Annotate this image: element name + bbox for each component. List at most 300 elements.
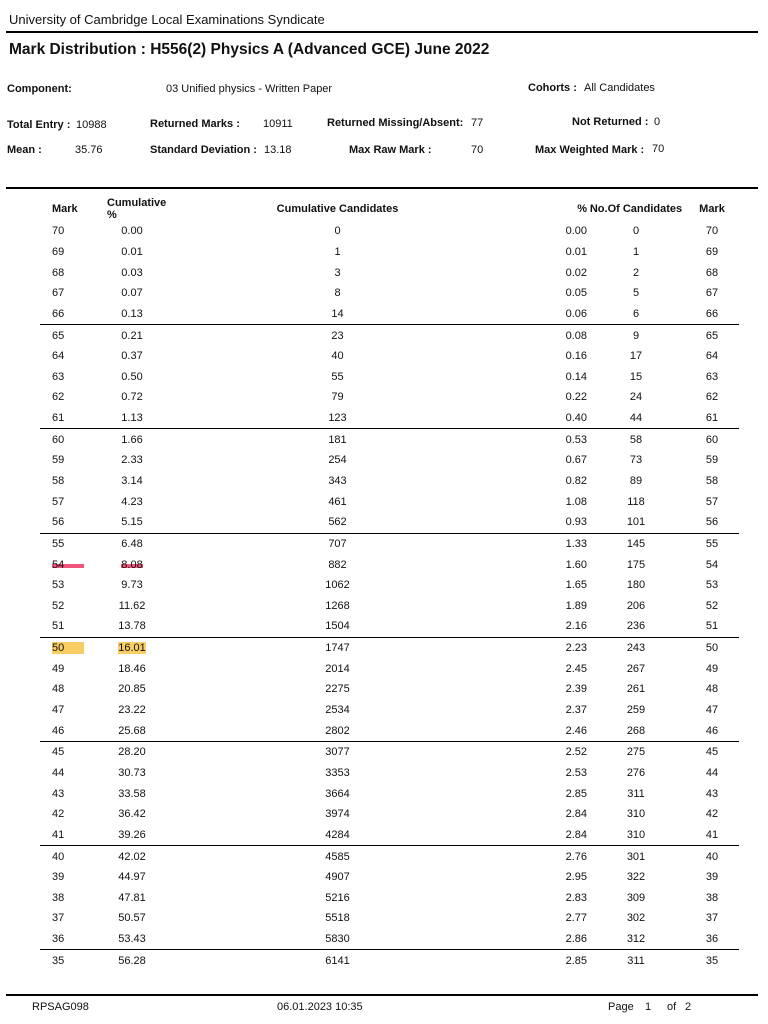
cell-number-of-candidates (587, 804, 685, 825)
cell-cumulative-candidates (172, 450, 503, 471)
cell-cumulative-candidates (172, 888, 503, 909)
cell-mark-right (685, 325, 739, 346)
organisation-name: University of Cambridge Local Examinations Syndicate (9, 12, 325, 27)
cell-percent-text: 0.00 (565, 225, 587, 238)
cell-percent-text: 2.84 (565, 828, 587, 841)
cell-cumulative-percent (92, 554, 172, 575)
cell-cumulative-candidates-text: 1268 (325, 599, 350, 612)
page-total: 2 (685, 1001, 692, 1013)
cell-cumulative-percent-text: 0.00 (121, 225, 143, 238)
cell-mark-text: 57 (52, 495, 65, 508)
cell-cumulative-candidates-text: 254 (328, 454, 347, 467)
cell-mark-text: 37 (52, 912, 65, 925)
cell-mark (40, 262, 92, 283)
column-header-percent: % (577, 203, 587, 215)
cell-cumulative-percent-text: 4.23 (121, 495, 143, 508)
cell-mark (40, 387, 92, 408)
cell-cumulative-percent-text: 36.42 (118, 808, 146, 821)
cell-mark-text: 66 (52, 307, 65, 320)
table-row (40, 950, 739, 971)
cell-mark (40, 763, 92, 784)
cell-cumulative-candidates (172, 533, 503, 554)
cell-number-of-candidates-text: 118 (627, 495, 645, 508)
cell-number-of-candidates-text: 309 (626, 891, 646, 904)
cell-mark-right (685, 658, 739, 679)
cell-mark-right-text: 65 (705, 329, 719, 342)
cell-mark-right (685, 700, 739, 721)
cell-mark-right-text: 64 (705, 350, 719, 363)
cell-number-of-candidates-text: 275 (626, 746, 646, 759)
cell-cumulative-percent-text: 0.50 (121, 370, 143, 383)
cell-cumulative-percent-text: 23.22 (118, 704, 146, 717)
cell-mark-right-text: 59 (705, 454, 719, 467)
cell-mark-text: 38 (52, 891, 65, 904)
cell-cumulative-candidates-text: 4284 (325, 828, 350, 841)
table-row (40, 491, 739, 512)
cell-cumulative-candidates-text: 562 (328, 516, 347, 529)
cell-percent (503, 908, 587, 929)
cell-mark-text: 46 (52, 724, 65, 737)
cell-cumulative-candidates (172, 491, 503, 512)
page-of-label: of (667, 1001, 677, 1013)
cell-percent (503, 888, 587, 909)
cell-mark-right-text: 70 (705, 225, 719, 238)
cell-mark (40, 929, 92, 950)
cell-cumulative-candidates (172, 387, 503, 408)
cell-mark (40, 242, 92, 263)
cell-number-of-candidates-text: 236 (626, 620, 646, 633)
cell-cumulative-candidates-text: 3974 (325, 808, 350, 821)
cell-mark-right-text: 69 (705, 245, 719, 258)
cell-percent-text: 2.77 (565, 912, 587, 925)
table-row (40, 700, 739, 721)
cell-mark-right (685, 596, 739, 617)
cell-mark-right (685, 783, 739, 804)
cell-cumulative-candidates-text: 461 (328, 495, 347, 508)
cell-number-of-candidates-text: 2 (632, 266, 640, 279)
cell-mark-text: 41 (52, 828, 65, 841)
cell-mark-right (685, 575, 739, 596)
cell-cumulative-percent (92, 304, 172, 325)
cell-mark-text: 58 (52, 475, 65, 487)
cell-number-of-candidates (587, 429, 685, 450)
cell-percent (503, 242, 587, 263)
cell-number-of-candidates-text: 301 (626, 850, 646, 863)
cell-percent (503, 763, 587, 784)
cell-mark (40, 596, 92, 617)
cell-percent (503, 679, 587, 700)
cell-number-of-candidates-text: 15 (629, 370, 643, 383)
cell-number-of-candidates-text: 24 (629, 391, 643, 404)
cell-mark-right-text: 38 (705, 891, 719, 904)
cell-percent (503, 929, 587, 950)
table-row (40, 221, 739, 242)
cell-mark-text: 47 (52, 704, 65, 717)
cell-mark-right-text: 43 (705, 787, 719, 800)
cell-percent (503, 596, 587, 617)
cell-cumulative-candidates (172, 366, 503, 387)
cell-mark-right (685, 408, 739, 429)
component-value: 03 Unified physics - Written Paper (166, 83, 333, 95)
cell-cumulative-percent (92, 867, 172, 888)
cohorts-label: Cohorts : (528, 82, 577, 94)
cell-mark-right (685, 888, 739, 909)
cell-number-of-candidates-text: 145 (626, 537, 646, 550)
cell-number-of-candidates (587, 929, 685, 950)
cell-cumulative-percent-text: 20.85 (118, 683, 146, 696)
cell-cumulative-percent-text: 0.13 (121, 307, 143, 320)
cell-mark-text: 67 (52, 287, 65, 300)
cell-number-of-candidates-text: 175 (626, 558, 646, 571)
cell-number-of-candidates (587, 637, 685, 658)
cell-cumulative-percent-text: 42.02 (118, 850, 146, 863)
cell-percent-text: 2.86 (565, 933, 587, 946)
cell-mark-right (685, 720, 739, 741)
cell-cumulative-percent-text: 0.37 (121, 350, 143, 363)
total-entry-value: 10988 (76, 119, 107, 131)
cell-cumulative-candidates (172, 471, 503, 492)
cell-mark-text: 61 (52, 412, 65, 425)
mean-label: Mean : (7, 144, 42, 156)
cell-cumulative-candidates (172, 908, 503, 929)
cell-mark-right (685, 533, 739, 554)
cell-mark-right (685, 366, 739, 387)
cell-percent-text: 2.84 (565, 808, 587, 821)
cell-percent (503, 429, 587, 450)
cell-cumulative-percent (92, 888, 172, 909)
cell-mark-text: 51 (52, 620, 65, 633)
table-row (40, 783, 739, 804)
cell-percent (503, 408, 587, 429)
cell-mark-right (685, 512, 739, 533)
cell-cumulative-candidates (172, 221, 503, 242)
cell-cumulative-percent-text: 5.15 (121, 516, 143, 529)
table-row (40, 908, 739, 929)
max-raw-mark-value: 70 (471, 144, 484, 156)
cell-number-of-candidates (587, 888, 685, 909)
cell-cumulative-percent (92, 700, 172, 721)
cell-mark-right-text: 47 (705, 704, 719, 717)
cell-cumulative-candidates (172, 242, 503, 263)
cell-percent-text: 2.37 (565, 704, 587, 717)
cell-number-of-candidates-text: 9 (632, 329, 640, 342)
table-row (40, 429, 739, 450)
cell-number-of-candidates (587, 387, 685, 408)
cell-mark-text: 54 (52, 559, 84, 571)
column-header-mark-right: Mark (699, 203, 725, 215)
cell-number-of-candidates (587, 763, 685, 784)
cell-percent (503, 720, 587, 741)
returned-marks-label: Returned Marks : (150, 118, 240, 130)
cell-cumulative-percent-text: 1.66 (121, 433, 143, 446)
cell-cumulative-percent (92, 742, 172, 763)
cell-cumulative-percent-text: 18.46 (118, 662, 146, 675)
cell-number-of-candidates (587, 533, 685, 554)
cell-number-of-candidates-text: 322 (626, 871, 646, 884)
cell-number-of-candidates-text: 17 (629, 350, 643, 363)
table-row (40, 867, 739, 888)
cell-mark-right (685, 679, 739, 700)
cell-cumulative-candidates (172, 512, 503, 533)
cell-percent-text: 2.23 (565, 642, 587, 655)
cell-cumulative-percent (92, 387, 172, 408)
cell-number-of-candidates (587, 700, 685, 721)
cell-number-of-candidates (587, 491, 685, 512)
cell-mark (40, 742, 92, 763)
cell-cumulative-candidates (172, 304, 503, 325)
cell-number-of-candidates-text: 312 (626, 933, 646, 946)
cell-cumulative-candidates-text: 6141 (325, 954, 350, 967)
not-returned-label: Not Returned : (572, 116, 649, 128)
table-row (40, 471, 739, 492)
cell-cumulative-percent-text: 30.73 (118, 766, 146, 779)
max-raw-mark-label: Max Raw Mark : (349, 144, 432, 156)
cell-cumulative-candidates-text: 5518 (325, 912, 350, 925)
cell-mark-text: 62 (52, 391, 65, 404)
cell-percent (503, 742, 587, 763)
cell-mark-right-text: 62 (705, 391, 719, 404)
cell-cumulative-percent (92, 242, 172, 263)
cell-mark-right (685, 387, 739, 408)
cell-cumulative-percent (92, 575, 172, 596)
cell-mark-right-text: 58 (705, 475, 719, 487)
cell-cumulative-candidates-text: 79 (331, 391, 344, 404)
cell-percent-text: 1.08 (565, 495, 587, 508)
cell-number-of-candidates (587, 366, 685, 387)
cell-cumulative-percent (92, 908, 172, 929)
cell-mark-text: 44 (52, 766, 65, 779)
cell-number-of-candidates-text: 276 (626, 766, 646, 779)
cell-cumulative-percent-text: 11.62 (118, 599, 146, 612)
cell-mark-right (685, 825, 739, 846)
page-title: Mark Distribution : H556(2) Physics A (Advanced GCE) June 2022 (9, 41, 490, 58)
cell-cumulative-candidates (172, 429, 503, 450)
cell-cumulative-percent (92, 346, 172, 367)
cell-cumulative-percent (92, 616, 172, 637)
cell-mark (40, 637, 92, 658)
cell-mark-right (685, 554, 739, 575)
cell-percent-text: 0.14 (565, 370, 587, 383)
table-top-divider (6, 187, 758, 189)
cell-percent-text: 0.40 (565, 412, 587, 425)
cell-percent (503, 658, 587, 679)
cell-mark-text: 55 (52, 537, 65, 550)
cell-percent (503, 804, 587, 825)
cell-cumulative-candidates-text: 3353 (325, 766, 350, 779)
cell-mark-right (685, 804, 739, 825)
cell-percent-text: 2.39 (565, 683, 587, 696)
cell-mark-right (685, 491, 739, 512)
cell-cumulative-percent (92, 658, 172, 679)
cell-percent (503, 867, 587, 888)
cell-mark-right-text: 42 (705, 808, 719, 821)
cell-percent (503, 512, 587, 533)
table-row (40, 679, 739, 700)
cell-cumulative-percent (92, 846, 172, 867)
cell-cumulative-candidates-text: 5216 (325, 891, 350, 904)
cell-percent (503, 304, 587, 325)
cell-percent-text: 0.08 (565, 329, 587, 342)
cell-cumulative-candidates-text: 1062 (325, 579, 350, 592)
cell-mark (40, 616, 92, 637)
cell-percent-text: 0.93 (565, 516, 587, 529)
cell-number-of-candidates (587, 408, 685, 429)
cell-percent (503, 616, 587, 637)
cell-cumulative-candidates-text: 3664 (325, 787, 350, 800)
cell-percent-text: 0.82 (565, 475, 587, 487)
cell-number-of-candidates (587, 867, 685, 888)
returned-marks-value: 10911 (263, 118, 293, 130)
table-row (40, 720, 739, 741)
cell-cumulative-percent-text: 0.21 (121, 329, 143, 342)
cell-mark-right-text: 67 (705, 287, 719, 300)
cell-mark (40, 408, 92, 429)
cell-cumulative-percent (92, 825, 172, 846)
cell-mark (40, 512, 92, 533)
cell-percent-text: 0.01 (565, 245, 587, 258)
cell-number-of-candidates (587, 325, 685, 346)
cell-percent (503, 221, 587, 242)
cell-percent (503, 471, 587, 492)
cell-number-of-candidates-text: 73 (629, 454, 643, 467)
cell-cumulative-candidates (172, 763, 503, 784)
table-row (40, 575, 739, 596)
cell-mark-right-text: 50 (705, 642, 719, 655)
cell-mark-text: 35 (52, 954, 65, 967)
cell-cumulative-candidates-text: 2275 (325, 683, 350, 696)
table-row (40, 825, 739, 846)
cell-cumulative-candidates (172, 929, 503, 950)
cell-cumulative-percent (92, 783, 172, 804)
cell-mark-right (685, 429, 739, 450)
cell-mark (40, 283, 92, 304)
cell-cumulative-percent (92, 950, 172, 971)
cell-cumulative-percent (92, 512, 172, 533)
cell-cumulative-candidates-text: 4907 (325, 871, 350, 884)
cell-cumulative-percent-text: 13.78 (118, 620, 146, 633)
cell-mark (40, 658, 92, 679)
cell-mark-text: 50 (52, 642, 84, 654)
cell-cumulative-percent (92, 325, 172, 346)
cell-mark-right (685, 283, 739, 304)
table-row (40, 262, 739, 283)
cell-mark (40, 720, 92, 741)
cell-number-of-candidates (587, 720, 685, 741)
cell-cumulative-candidates (172, 658, 503, 679)
cell-cumulative-candidates-text: 123 (328, 412, 347, 425)
cell-mark-right-text: 46 (705, 724, 719, 737)
cell-percent (503, 825, 587, 846)
cell-mark-right (685, 242, 739, 263)
cell-mark-right-text: 35 (705, 954, 719, 967)
cell-mark-right-text: 55 (705, 537, 719, 550)
cell-percent (503, 533, 587, 554)
max-weighted-mark-value: 70 (652, 143, 665, 155)
cell-mark (40, 825, 92, 846)
page-label: Page (608, 1001, 634, 1013)
cell-number-of-candidates-text: 0 (632, 225, 640, 238)
cell-number-of-candidates (587, 512, 685, 533)
cell-mark-right-text: 40 (705, 850, 719, 863)
cell-cumulative-candidates (172, 679, 503, 700)
cell-cumulative-percent-text: 25.68 (118, 724, 146, 737)
cell-number-of-candidates-text: 310 (626, 808, 646, 821)
cell-cumulative-percent-text: 8.08 (121, 558, 143, 571)
cell-mark-right (685, 471, 739, 492)
cell-cumulative-percent-text: 0.07 (121, 287, 143, 300)
cell-mark (40, 533, 92, 554)
cell-number-of-candidates (587, 242, 685, 263)
cell-cumulative-percent-text: 28.20 (118, 746, 146, 759)
cell-number-of-candidates (587, 658, 685, 679)
cell-cumulative-candidates-text: 55 (331, 370, 344, 383)
cell-percent-text: 2.95 (565, 871, 587, 884)
cell-number-of-candidates (587, 262, 685, 283)
cell-mark-text: 40 (52, 850, 65, 863)
table-row (40, 804, 739, 825)
cell-number-of-candidates-text: 58 (629, 433, 643, 446)
cell-cumulative-percent (92, 283, 172, 304)
cell-mark-text: 53 (52, 579, 65, 592)
cell-mark-right-text: 57 (705, 495, 719, 508)
cell-mark-text: 49 (52, 662, 65, 675)
component-label: Component: (7, 83, 72, 95)
cell-cumulative-percent (92, 491, 172, 512)
mark-distribution-table (40, 197, 739, 971)
cell-percent (503, 783, 587, 804)
cell-percent-text: 1.65 (565, 579, 587, 592)
table-row (40, 554, 739, 575)
cell-mark (40, 783, 92, 804)
table-row (40, 616, 739, 637)
cell-mark-text: 69 (52, 245, 65, 258)
cell-cumulative-percent (92, 929, 172, 950)
cell-mark-text: 42 (52, 808, 65, 821)
cell-percent (503, 346, 587, 367)
report-timestamp: 06.01.2023 10:35 (277, 1001, 363, 1013)
cell-cumulative-candidates (172, 720, 503, 741)
cell-mark (40, 908, 92, 929)
standard-deviation-label: Standard Deviation : (150, 144, 257, 156)
cell-mark-right-text: 63 (705, 370, 719, 383)
cell-percent (503, 554, 587, 575)
cell-cumulative-candidates (172, 742, 503, 763)
cell-percent-text: 2.85 (565, 787, 587, 800)
cell-percent-text: 2.16 (565, 620, 587, 633)
cell-cumulative-percent (92, 471, 172, 492)
cell-mark-text: 56 (52, 516, 65, 529)
cell-cumulative-percent (92, 679, 172, 700)
cell-mark-right (685, 616, 739, 637)
cell-cumulative-candidates-text: 2534 (325, 704, 350, 717)
cell-percent (503, 637, 587, 658)
cell-number-of-candidates-text: 5 (632, 287, 640, 300)
cell-cumulative-percent-text: 9.73 (121, 579, 143, 592)
cell-mark-text: 60 (52, 433, 65, 446)
cell-mark (40, 846, 92, 867)
cell-cumulative-candidates (172, 575, 503, 596)
cell-cumulative-percent-text: 16.01 (118, 642, 146, 655)
cell-percent-text: 2.85 (565, 954, 587, 967)
cell-number-of-candidates-text: 101 (626, 516, 646, 529)
cell-cumulative-percent-text: 3.14 (121, 475, 143, 487)
cell-number-of-candidates-text: 311 (627, 954, 645, 967)
cell-cumulative-candidates-text: 3077 (325, 746, 350, 759)
cell-cumulative-percent-text: 47.81 (118, 891, 146, 904)
cell-number-of-candidates-text: 1 (632, 245, 640, 258)
cell-percent (503, 491, 587, 512)
cell-mark-text: 45 (52, 746, 65, 759)
